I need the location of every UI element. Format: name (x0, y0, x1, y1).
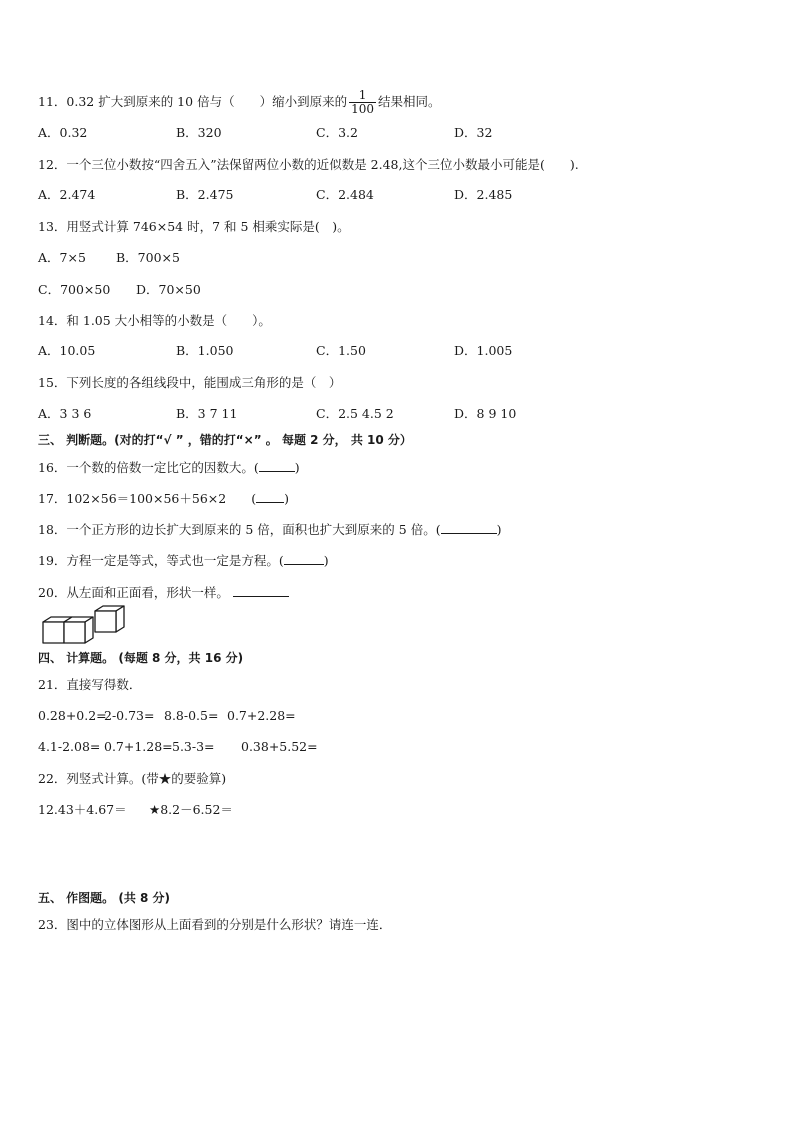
q20-text: 20．从左面和正面看，形状一样。 (38, 585, 229, 600)
q22-expression: ★8.2－6.52＝ (149, 802, 233, 817)
q11-option-c[interactable]: C．3.2 (316, 125, 358, 140)
question-15: 15．下列长度的各组线段中，能围成三角形的是（ ） (38, 375, 342, 390)
q21-expression: 0.7+1.28= (104, 739, 173, 754)
answer-blank[interactable] (233, 584, 289, 597)
q12-option-b[interactable]: B．2.475 (176, 187, 234, 202)
q12-option-c[interactable]: C．2.484 (316, 187, 374, 202)
q15-option-b[interactable]: B．3 7 11 (176, 406, 238, 421)
q11-option-a[interactable]: A．0.32 (38, 125, 88, 140)
answer-blank[interactable] (284, 552, 324, 565)
q21-expression: 0.28+0.2= (38, 708, 107, 723)
question-21-title: 21．直接写得数． (38, 677, 142, 692)
close-paren: ) (294, 460, 300, 475)
question-19 (38, 552, 329, 569)
question-20 (38, 584, 289, 601)
q12-option-a[interactable]: A．2.474 (38, 187, 96, 202)
question-12: 12．一个三位小数按“四舍五入”法保留两位小数的近似数是 2.48,这个三位小数最小可能是( ). (38, 157, 579, 172)
question-11 (38, 89, 441, 116)
question-23: 23．图中的立体图形从上面看到的分别是什么形状？请连一连． (38, 917, 392, 932)
q17-text: 17．102×56＝100×56＋56×2 ( (38, 491, 257, 506)
question-13: 13．用竖式计算 746×54 时，7 和 5 相乘实际是( )。 (38, 219, 350, 234)
fraction-numerator: 1 (349, 89, 376, 103)
section-4-heading: 四、 计算题。 (每题 8 分，共 16 分) (38, 651, 244, 665)
close-paren: ) (323, 553, 329, 568)
cube-front-face (64, 622, 85, 643)
q11-text-post: 结果相同。 (377, 94, 441, 109)
q13-option-d[interactable]: D．70×50 (136, 282, 201, 297)
q21-expression: 0.38+5.52= (241, 739, 318, 754)
question-18 (38, 521, 501, 538)
q13-option-a[interactable]: A．7×5 (38, 250, 86, 265)
question-14: 14．和 1.05 大小相等的小数是（ ）。 (38, 313, 271, 328)
q21-expression: 5.3-3= (172, 739, 215, 754)
q15-option-a[interactable]: A．3 3 6 (38, 406, 92, 421)
q21-expression: 0.7+2.28= (227, 708, 296, 723)
question-17 (38, 490, 289, 507)
cube-front-face (43, 622, 64, 643)
answer-blank[interactable] (441, 521, 497, 534)
cube-figure (40, 605, 130, 645)
q22-expression: 12.43＋4.67＝ (38, 802, 127, 817)
section-5-heading: 五、 作图题。 (共 8 分) (38, 891, 171, 905)
q14-option-d[interactable]: D．1.005 (454, 343, 513, 358)
q14-option-a[interactable]: A．10.05 (38, 343, 96, 358)
q14-option-b[interactable]: B．1.050 (176, 343, 234, 358)
q12-option-d[interactable]: D．2.485 (454, 187, 513, 202)
q21-expression: 4.1-2.08= (38, 739, 101, 754)
q11-option-d[interactable]: D．32 (454, 125, 493, 140)
answer-blank[interactable] (256, 490, 284, 503)
q19-text: 19．方程一定是等式，等式也一定是方程。( (38, 553, 284, 568)
q11-text-pre: 11．0.32 扩大到原来的 10 倍与（ ）缩小到原来的 (38, 94, 348, 109)
question-16 (38, 459, 300, 476)
q21-expression: 2-0.73= (104, 708, 155, 723)
q15-option-d[interactable]: D．8 9 10 (454, 406, 517, 421)
section-3-heading: 三、 判断题。(对的打“√ ” ，错的打“×” 。 每题 2 分， 共 10 分） (38, 433, 412, 447)
question-22-title: 22．列竖式计算。(带★的要验算) (38, 771, 227, 786)
fraction-denominator: 100 (351, 102, 374, 116)
q18-text: 18．一个正方形的边长扩大到原来的 5 倍，面积也扩大到原来的 5 倍。( (38, 522, 441, 537)
q13-option-b[interactable]: B．700×5 (116, 250, 180, 265)
close-paren: ) (284, 491, 289, 506)
q16-text: 16．一个数的倍数一定比它的因数大。( (38, 460, 259, 475)
cube-side-face (85, 617, 93, 643)
q13-option-c[interactable]: C．700×50 (38, 282, 111, 297)
q15-option-c[interactable]: C．2.5 4.5 2 (316, 406, 394, 421)
cube-side-face (116, 606, 124, 632)
close-paren: ) (496, 522, 502, 537)
q11-option-b[interactable]: B．320 (176, 125, 222, 140)
fraction (349, 89, 376, 116)
cube-front-face (95, 611, 116, 632)
q21-expression: 8.8-0.5= (164, 708, 219, 723)
q14-option-c[interactable]: C．1.50 (316, 343, 366, 358)
answer-blank[interactable] (259, 459, 295, 472)
